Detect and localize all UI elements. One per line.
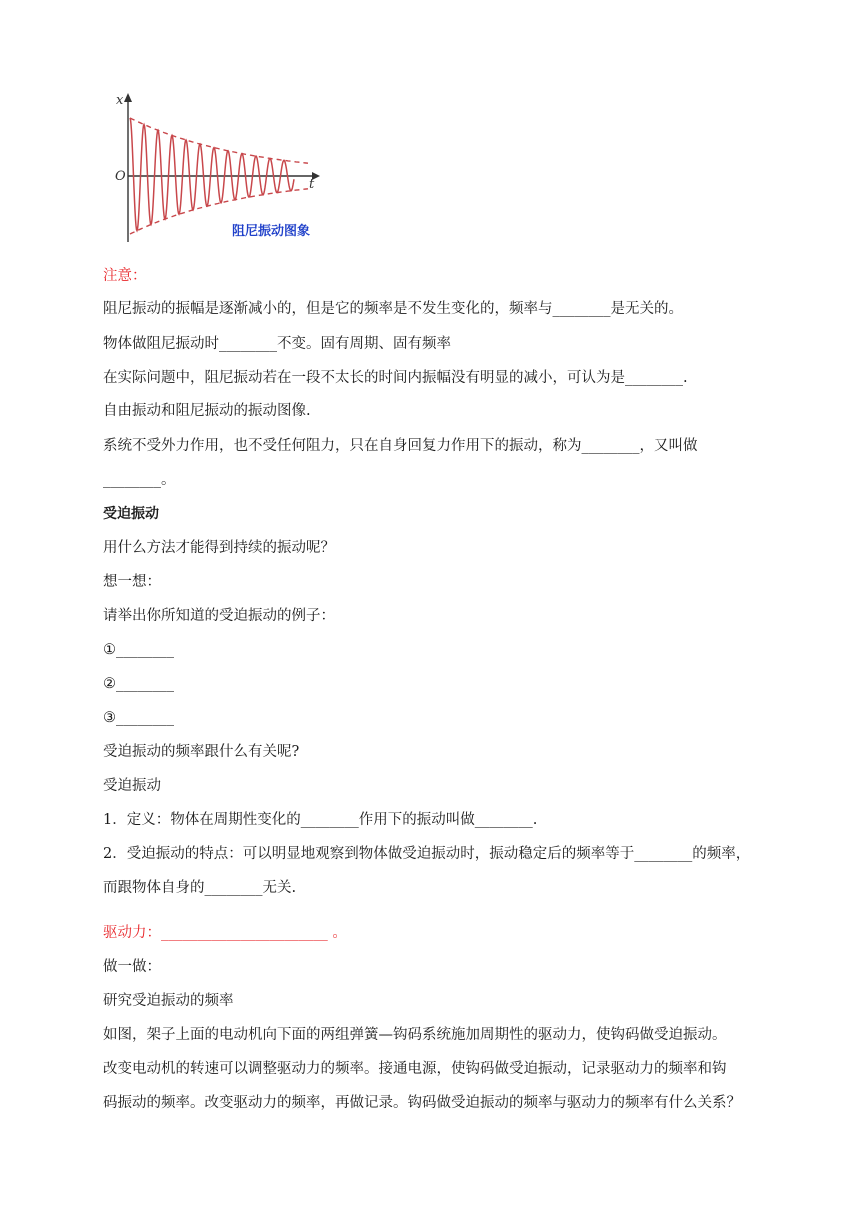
x-axis-label: t	[309, 177, 315, 192]
text-line-10: 请举出你所知道的受迫振动的例子：	[103, 608, 335, 624]
y-axis-label: x	[116, 93, 124, 108]
text-line-6: ________。	[103, 472, 176, 488]
note-heading: 注意：	[103, 268, 147, 284]
text-line-23: 改变电动机的转速可以调整驱动力的频率。接通电源，使钩码做受迫振动，记录驱动力的频率和钩	[103, 1061, 727, 1077]
section-heading-forced-vibration: 受迫振动	[103, 506, 159, 522]
text-line-9: 想一想：	[103, 574, 161, 590]
origin-label: O	[115, 169, 126, 184]
driving-force-line: 驱动力：_______________________ 。	[103, 925, 347, 941]
text-line-22: 如图，架子上面的电动机向下面的两组弹簧—钩码系统施加周期性的驱动力，使钩码做受迫振动。	[103, 1027, 727, 1043]
y-axis-arrow	[124, 93, 132, 102]
figure-caption: 阻尼振动图象	[232, 224, 311, 239]
text-line-20: 做一做：	[103, 959, 161, 975]
text-line-4: 自由振动和阻尼振动的振动图像.	[103, 403, 311, 419]
example-1: ①________	[103, 642, 174, 658]
example-3: ③________	[103, 710, 174, 726]
text-line-21: 研究受迫振动的频率	[103, 993, 234, 1009]
text-line-5: 系统不受外力作用，也不受任何阻力，只在自身回复力作用下的振动，称为________，又叫做	[103, 438, 698, 454]
feature-line-1: 2．受迫振动的特点：可以明显地观察到物体做受迫振动时，振动稳定后的频率等于________的频率，	[103, 846, 751, 862]
feature-line-2: 而跟物体自身的________无关.	[103, 880, 297, 896]
text-line-1: 阻尼振动的振幅是逐渐减小的，但是它的频率是不发生变化的，频率与________是无关的。	[103, 301, 683, 317]
damped-wave	[130, 118, 294, 231]
text-line-15: 受迫振动	[103, 778, 161, 794]
text-line-24: 码振动的频率。改变驱动力的频率，再做记录。钩码做受迫振动的频率与驱动力的频率有什么关系？	[103, 1095, 741, 1111]
damped-oscillation-graph	[108, 82, 338, 242]
damped-oscillation-figure	[108, 82, 338, 242]
example-2: ②________	[103, 676, 174, 692]
text-line-2: 物体做阻尼振动时________不变。固有周期、固有频率	[103, 336, 451, 352]
text-line-8: 用什么方法才能得到持续的振动呢？	[103, 540, 335, 556]
text-line-3: 在实际问题中，阻尼振动若在一段不太长的时间内振幅没有明显的减小，可认为是________.	[103, 370, 688, 386]
text-line-14: 受迫振动的频率跟什么有关呢?	[103, 744, 300, 760]
definition-line: 1．定义：物体在周期性变化的________作用下的振动叫做________.	[103, 812, 538, 828]
